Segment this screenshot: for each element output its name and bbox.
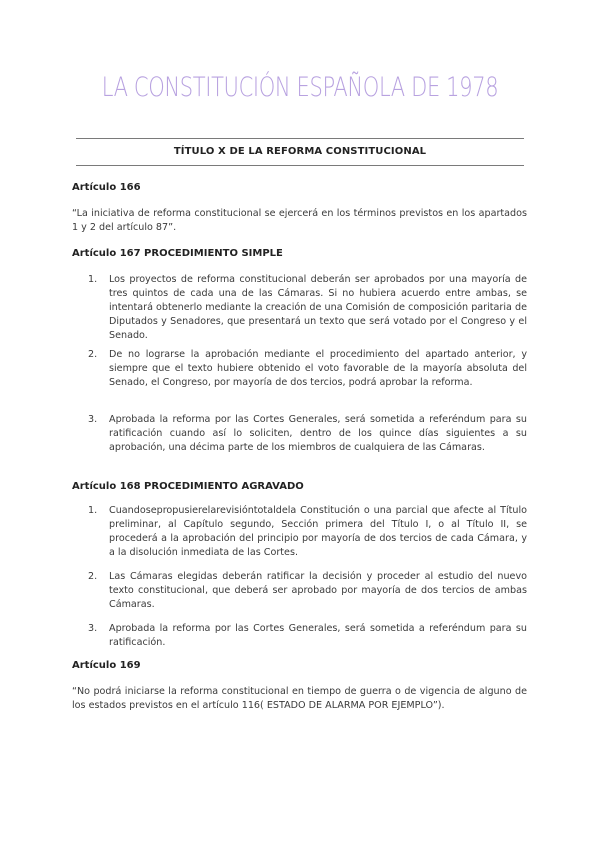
list-item-number: 3.: [88, 414, 98, 425]
list-item-number: 2.: [88, 349, 98, 360]
list-item-text: Cuandosepropusierelarevisióntotaldela Constitución o una parcial que afecte al Título preliminar, al Capítulo segundo, Sección primera del Título I, o al Título II, se procederá a la aprobación del principio por mayoría de dos tercios de cada Cámara, y a la disolución inmediata de las Cortes.: [109, 505, 527, 558]
list-item: [88, 348, 527, 390]
list-item-number: 2.: [88, 571, 98, 582]
list-item-number: 1.: [88, 505, 98, 516]
list-item-text: Aprobada la reforma por las Cortes Generales, será sometida a referéndum para su ratificación cuando así lo soliciten, dentro de los quince días siguientes a su aprobación, una décima parte de los miembros de cualquiera de las Cámaras.: [109, 414, 527, 453]
list-item: [88, 622, 527, 650]
article-166-heading: Artículo 166: [72, 182, 141, 193]
article-169-text: “No podrá iniciarse la reforma constitucional en tiempo de guerra o de vigencia de alguno de los estados previstos en el artículo 116( ESTADO DE ALARMA POR EJEMPLO”).: [72, 686, 527, 711]
article-168-heading: Artículo 168 PROCEDIMIENTO AGRAVADO: [72, 481, 304, 492]
list-item: [88, 273, 527, 343]
section-title: TÍTULO X DE LA REFORMA CONSTITUCIONAL: [173, 146, 427, 157]
list-item-number: 3.: [88, 623, 98, 634]
list-item-text: Las Cámaras elegidas deberán ratificar la decisión y proceder al estudio del nuevo texto constitucional, que deberá ser aprobado por mayoría de dos tercios de ambas Cámaras.: [109, 571, 527, 610]
list-item-number: 1.: [88, 274, 98, 285]
document-title: LA CONSTITUCIÓN ESPAÑOLA DE 1978: [101, 72, 499, 103]
list-item: [88, 504, 527, 560]
list-item-text: De no lograrse la aprobación mediante el procedimiento del apartado anterior, y siempre que el texto hubiere obtenido el voto favorable de la mayoría absoluta del Senado, el Congreso, por mayoría de dos tercios, podrá aprobar la reforma.: [109, 349, 527, 388]
list-item: [88, 413, 527, 455]
list-item-text: Los proyectos de reforma constitucional deberán ser aprobados por una mayoría de tres quintos de cada una de las Cámaras. Si no hubiera acuerdo entre ambas, se intentará obtenerlo mediante la creación de una Comisión de composición paritaria de Diputados y Senadores, que presentará un texto que será votado por el Congreso y el Senado.: [109, 274, 527, 341]
list-item-text: Aprobada la reforma por las Cortes Generales, será sometida a referéndum para su ratificación.: [109, 623, 527, 648]
list-item: [88, 570, 527, 612]
divider-top: [76, 138, 524, 139]
article-166-text: “La iniciativa de reforma constitucional se ejercerá en los términos previstos en los apartados 1 y 2 del artículo 87”.: [72, 208, 527, 233]
article-167-heading: Artículo 167 PROCEDIMIENTO SIMPLE: [72, 248, 283, 259]
divider-bottom: [76, 165, 524, 166]
article-169-heading: Artículo 169: [72, 660, 141, 671]
